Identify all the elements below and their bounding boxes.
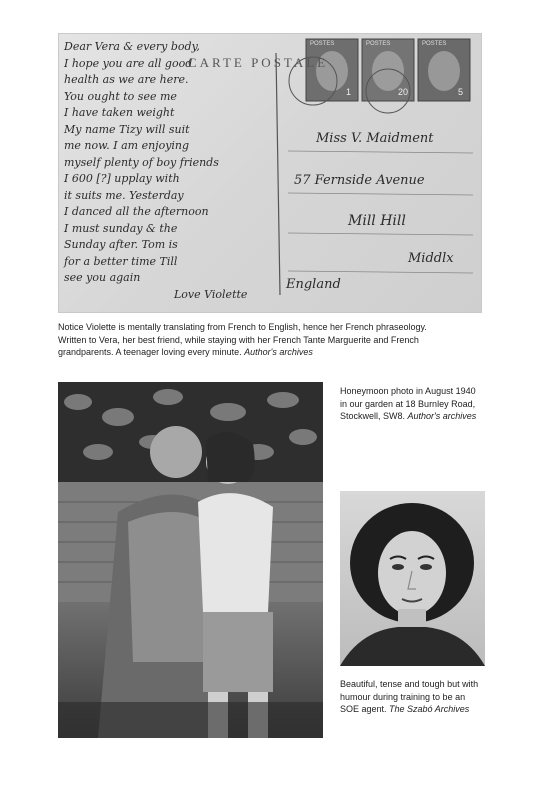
message-line: for a better time Till: [64, 254, 178, 268]
caption-line: [58, 346, 488, 359]
stamp-label: POSTES: [310, 41, 335, 47]
stamp-value: 1: [346, 87, 352, 97]
honeymoon-drawing: [58, 382, 323, 738]
portrait-caption: [340, 678, 485, 716]
caption-credit: Author's archives: [407, 411, 477, 421]
message-line: it suits me. Yesterday: [64, 188, 184, 202]
message-line: I hope you are all good: [64, 56, 193, 70]
message-line: see you again: [64, 271, 141, 284]
message-line: Sunday after. Tom is: [64, 238, 178, 251]
stamp-value: 5: [458, 87, 464, 97]
message-line: Love Violette: [174, 287, 248, 301]
message-line: I 600 [?] upplay with: [64, 172, 180, 185]
stamp-label: POSTES: [366, 41, 391, 47]
message-line: Dear Vera & every body,: [64, 40, 200, 53]
caption-line: Notice Violette is mentally translating from French to English, hence her French phraseology.: [58, 322, 427, 332]
stamp-value: 20: [398, 87, 409, 97]
message-line: I have taken weight: [64, 106, 175, 119]
message-line: My name Tizy will suit: [64, 122, 190, 136]
message-line: You ought to see me: [64, 89, 177, 103]
address-country: England: [286, 277, 341, 292]
message-line: I must sunday & the: [64, 221, 178, 235]
postcard-header: CARTE POSTALE: [188, 55, 329, 70]
postcard-message: [64, 39, 284, 303]
address-street: 57 Fernside Avenue: [294, 173, 425, 188]
stamp-label: POSTES: [422, 41, 447, 47]
caption-credit: The Szabó Archives: [389, 704, 470, 714]
address-county: Middlx: [408, 251, 454, 266]
portrait-photo: [340, 491, 485, 666]
caption-line: Written to Vera, her best friend, while staying with her French Tante Marguerite and French: [58, 334, 419, 345]
caption-text: Honeymoon photo in August 1940 in our garden at 18 Burnley Road, Stockwell, SW8.: [340, 386, 476, 421]
honeymoon-caption: [340, 385, 485, 423]
message-line: myself plenty of boy friends: [64, 155, 219, 169]
portrait-drawing: [340, 491, 485, 666]
caption-text: grandparents. A teenager loving every minute.: [58, 347, 245, 357]
stamps: [289, 39, 470, 113]
postcard-image: [58, 33, 482, 313]
honeymoon-photo: [58, 382, 323, 738]
caption-text: Beautiful, tense and tough but with humour during training to be an SOE agent.: [340, 679, 479, 714]
address-town: Mill Hill: [348, 213, 406, 229]
caption-credit: Author's archives: [244, 347, 313, 357]
message-line: health as we are here.: [64, 73, 189, 86]
postcard-caption: [58, 321, 488, 359]
address-name: Miss V. Maidment: [316, 131, 434, 146]
message-line: I danced all the afternoon: [64, 205, 209, 218]
message-line: me now. I am enjoying: [64, 139, 190, 152]
